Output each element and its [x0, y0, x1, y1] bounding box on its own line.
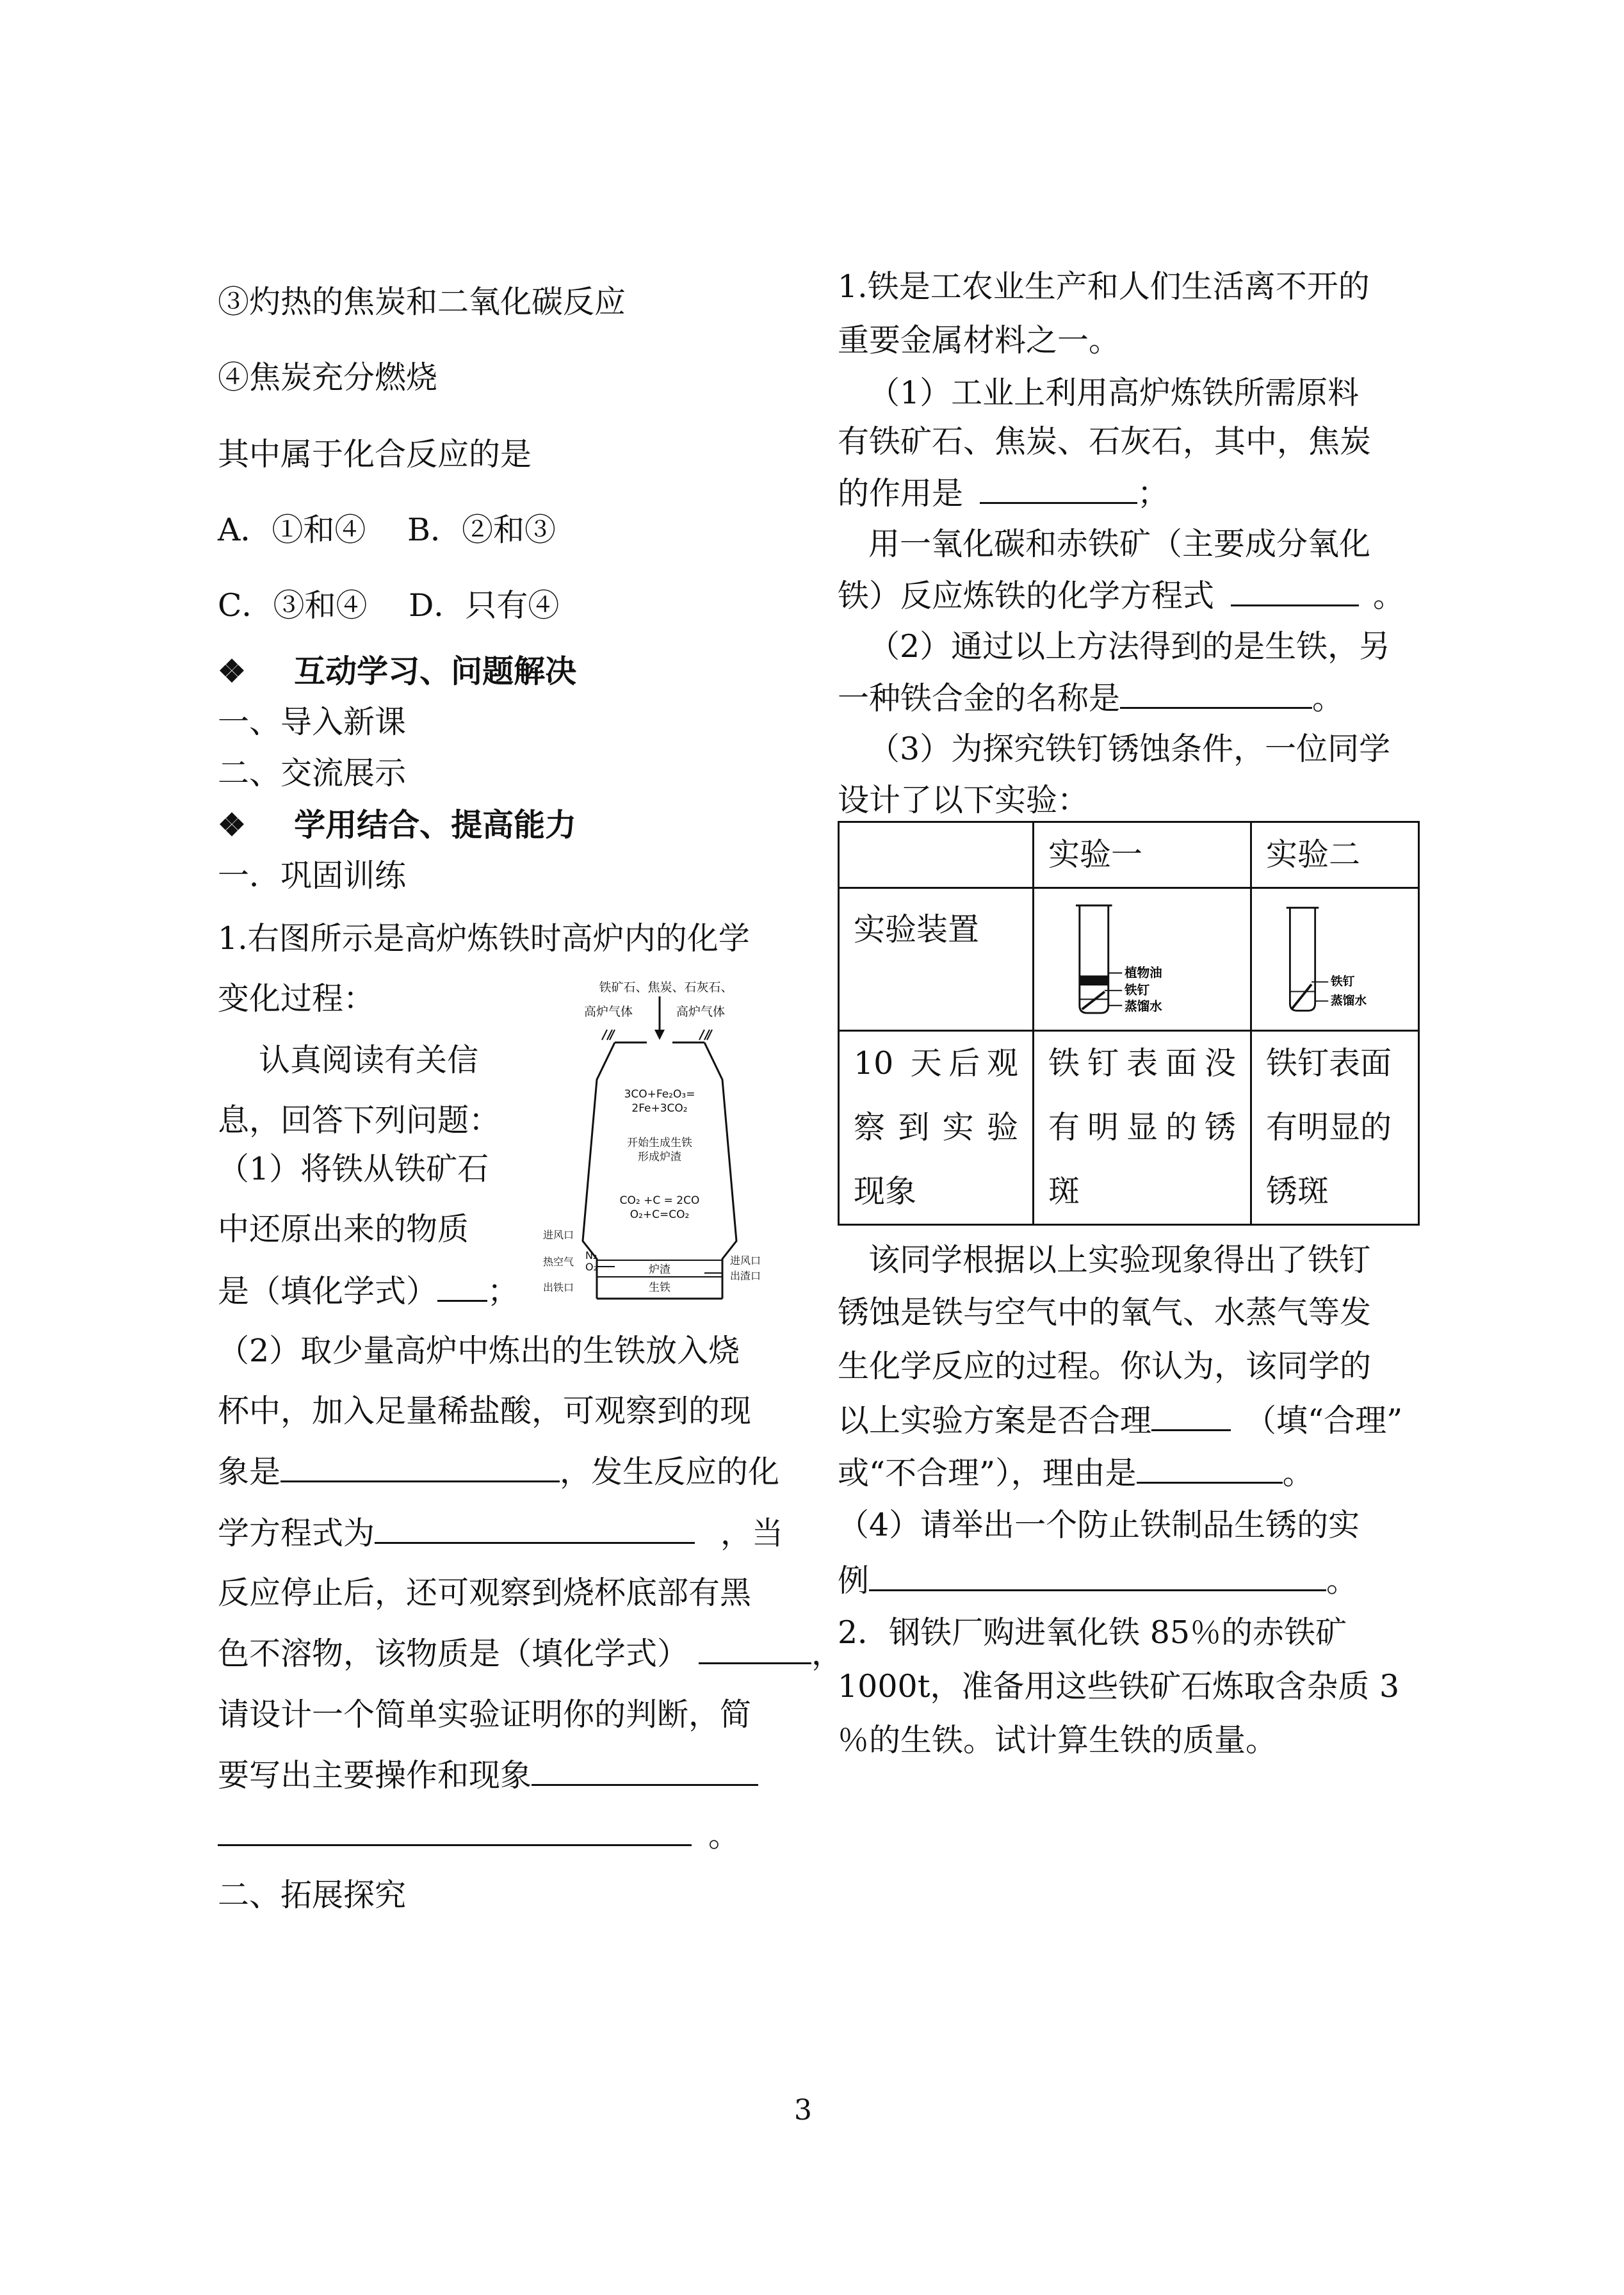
- answer-blank[interactable]: [280, 1452, 560, 1482]
- p4-prompt: 例: [838, 1562, 870, 1599]
- diagram-label: 高炉气体: [676, 1005, 726, 1019]
- diagram-equation: 3CO+Fe₂O₃=: [624, 1088, 695, 1101]
- conclusion-text: [838, 1454, 1314, 1493]
- q1-p2-text: [218, 1816, 740, 1855]
- diagram-label: 进风口: [730, 1254, 761, 1267]
- cell-line: 现象: [854, 1173, 917, 1210]
- p1-prompt: 铁）反应炼铁的化学方程式: [838, 578, 1215, 614]
- table-row: [839, 888, 1419, 1031]
- conclusion-text: 锈蚀是铁与空气中的氧气、水蒸气等发: [838, 1294, 1372, 1331]
- answer-blank[interactable]: [532, 1756, 758, 1786]
- table-cell: [1251, 1031, 1419, 1225]
- q1-text: 1.铁是工农业生产和人们生活离不开的: [838, 268, 1370, 305]
- conclusion-text: [838, 1401, 1402, 1440]
- cell-line: 铁钉表面: [1266, 1045, 1392, 1082]
- diagram-label: 出渣口: [730, 1270, 761, 1282]
- punct: ；: [1137, 475, 1169, 512]
- p1-text: 有铁矿石、焦炭、石灰石，其中，焦炭: [838, 423, 1372, 460]
- q1-p1-text: [218, 1272, 519, 1311]
- p2-text: [838, 679, 1344, 718]
- list-item: 二、交流展示: [218, 755, 407, 791]
- table-header: 实验二: [1251, 822, 1419, 888]
- tube-label: 铁钉: [1125, 982, 1150, 998]
- row-label: 实验装置: [854, 911, 980, 948]
- diagram-label: N₂: [585, 1249, 597, 1261]
- q1-p1-text: （1）将铁从铁矿石: [218, 1151, 489, 1187]
- table-cell: [1034, 888, 1251, 1031]
- diagram-label: 开始生成生铁: [627, 1137, 692, 1149]
- q1-text: 息，回答下列问题：: [218, 1102, 501, 1139]
- answer-blank[interactable]: [1231, 576, 1359, 606]
- q1-p2-prompt: 色不溶物，该物质是（填化学式）: [218, 1635, 689, 1672]
- q1-p2-text: 请设计一个简单实验证明你的判断，简: [218, 1696, 752, 1733]
- diamond-bullet-icon: ❖: [218, 806, 246, 843]
- diagram-label: 热空气: [543, 1256, 574, 1268]
- list-item: 一．巩固训练: [218, 857, 407, 894]
- diagram-label: 炉渣: [649, 1263, 670, 1276]
- diamond-bullet-icon: ❖: [218, 653, 246, 690]
- punct: 。: [708, 1817, 740, 1854]
- p1-text: 用一氧化碳和赤铁矿（主要成分氧化: [868, 526, 1371, 562]
- diagram-equation: CO₂ +C = 2CO: [619, 1194, 700, 1207]
- p1-text: [838, 576, 1404, 615]
- q1-text: 重要金属材料之一。: [838, 322, 1121, 359]
- punct: ；: [487, 1273, 519, 1310]
- q1-p2-prompt: 要写出主要操作和现象: [218, 1757, 532, 1794]
- q2-text: ％的生铁。试计算生铁的质量。: [838, 1722, 1278, 1758]
- cell-line: 锈斑: [1266, 1173, 1329, 1210]
- table-header: 实验一: [1034, 822, 1251, 888]
- table-row: [839, 1031, 1419, 1225]
- blast-furnace-diagram: [538, 978, 781, 1305]
- option-3: ③灼热的焦炭和二氧化碳反应: [218, 284, 626, 320]
- q2-text: 2．钢铁厂购进氧化铁 85％的赤铁矿: [838, 1614, 1347, 1651]
- experiment-table: [838, 821, 1420, 1226]
- table-row: [839, 822, 1419, 888]
- diagram-equation: O₂+C=CO₂: [629, 1208, 690, 1221]
- p4-text: [838, 1561, 1358, 1600]
- conclusion-prompt: 以上实验方案是否合理: [838, 1402, 1152, 1439]
- test-tube-oil-icon: [1048, 898, 1236, 1019]
- conclusion-cont: （填“合理”: [1245, 1402, 1403, 1439]
- answer-blank[interactable]: [437, 1272, 487, 1302]
- q1-p1-prompt: 是（填化学式）: [218, 1273, 438, 1310]
- section-heading-2: [218, 806, 576, 844]
- q1-p1-text: 中还原出来的物质: [218, 1211, 469, 1247]
- section-title: 互动学习、问题解决: [294, 653, 577, 690]
- table-cell: [1251, 888, 1419, 1031]
- q1-p2-text: 杯中，加入足量稀盐酸，可观察到的现: [218, 1393, 752, 1429]
- test-tube-water-icon: [1266, 898, 1404, 1019]
- list-item: 二、拓展探究: [218, 1877, 407, 1913]
- q1-p2-text: [218, 1452, 779, 1491]
- q2-text: 1000t，准备用这些铁矿石炼取含杂质 3: [838, 1668, 1400, 1705]
- diagram-label: O₂: [585, 1261, 598, 1273]
- diagram-label: 铁矿石、焦炭、石灰石、: [599, 980, 733, 994]
- conclusion-text: 该同学根据以上实验现象得出了铁钉: [868, 1242, 1371, 1278]
- conclusion-text: 生化学反应的过程。你认为，该同学的: [838, 1348, 1372, 1384]
- diagram-label: 高炉气体: [584, 1005, 633, 1019]
- tube-label: 植物油: [1125, 965, 1162, 980]
- diagram-label: 生铁: [649, 1281, 670, 1294]
- p1-text: [838, 474, 1169, 513]
- answer-blank[interactable]: [1151, 1401, 1231, 1431]
- q1-p2-text: （2）取少量高炉中炼出的生铁放入烧: [218, 1333, 740, 1369]
- q1-p2-cont: ，发生反应的化: [560, 1454, 780, 1490]
- q1-text: 1.右图所示是高炉炼铁时高炉内的化学: [218, 920, 750, 957]
- section-heading-1: [218, 652, 576, 690]
- q1-p2-cont: ，当: [720, 1515, 784, 1552]
- cell-line: 斑: [1048, 1173, 1080, 1210]
- q1-p2-prompt: 学方程式为: [218, 1515, 375, 1552]
- p3-text: 设计了以下实验：: [838, 782, 1089, 818]
- table-cell: [839, 822, 1034, 888]
- answer-blank[interactable]: [375, 1514, 695, 1544]
- cell-line: 有明显的锈: [1048, 1109, 1236, 1146]
- page-number: 3: [794, 2094, 812, 2127]
- punct: 。: [1373, 578, 1405, 614]
- answer-blank[interactable]: [1137, 1454, 1283, 1484]
- option-4: ④焦炭充分燃烧: [218, 359, 438, 396]
- diagram-equation: 2Fe+3CO₂: [631, 1102, 688, 1115]
- diagram-label: 形成炉渣: [638, 1151, 681, 1164]
- tube-label: 蒸馏水: [1125, 999, 1162, 1014]
- punct: 。: [1312, 680, 1344, 717]
- p3-text: （3）为探究铁钉锈蚀条件，一位同学: [868, 731, 1391, 767]
- section-title: 学用结合、提高能力: [294, 806, 577, 843]
- answer-blank[interactable]: [218, 1816, 692, 1846]
- punct: 。: [1282, 1455, 1314, 1491]
- answer-blank[interactable]: [699, 1634, 811, 1664]
- q1-p2-text: [218, 1756, 758, 1795]
- list-item: 一、导入新课: [218, 704, 407, 740]
- table-row-header: [839, 1031, 1034, 1225]
- answer-blank[interactable]: [869, 1561, 1326, 1591]
- answer-blank[interactable]: [980, 474, 1137, 504]
- answer-blank[interactable]: [1120, 679, 1312, 709]
- p4-text: （4）请举出一个防止铁制品生锈的实: [838, 1507, 1360, 1543]
- q1-p2-prompt: 象是: [218, 1454, 281, 1490]
- q1-text: 变化过程：: [218, 980, 375, 1017]
- diagram-label: 出铁口: [543, 1281, 574, 1293]
- tube-label: 蒸馏水: [1330, 994, 1367, 1008]
- cell-line: 察到实验: [854, 1109, 1018, 1146]
- diagram-label: 进风口: [543, 1229, 574, 1241]
- p2-text: （2）通过以上方法得到的是生铁，另: [868, 628, 1391, 665]
- table-cell: [1034, 1031, 1251, 1225]
- p1-prompt: 的作用是: [838, 475, 964, 512]
- conclusion-prompt: 或“不合理”），理由是: [838, 1455, 1137, 1491]
- q1-text: 认真阅读有关信: [259, 1042, 479, 1078]
- cell-line: 铁钉表面没: [1048, 1045, 1236, 1082]
- cell-line: 有明显的: [1266, 1109, 1392, 1146]
- p1-text: （1）工业上利用高炉炼铁所需原料: [868, 375, 1360, 411]
- table-row-header: [839, 888, 1034, 1031]
- question-text: 其中属于化合反应的是: [218, 436, 532, 473]
- tube-label: 铁钉: [1330, 975, 1355, 989]
- q1-p2-text: [218, 1634, 843, 1673]
- punct: ，: [811, 1635, 843, 1672]
- q1-p2-text: [218, 1514, 783, 1553]
- cell-line: 10 天后观: [854, 1045, 1018, 1082]
- punct: 。: [1326, 1562, 1358, 1599]
- q1-p2-text: 反应停止后，还可观察到烧杯底部有黑: [218, 1575, 752, 1611]
- choices-ab: A．①和④ B．②和③: [218, 512, 556, 548]
- choices-cd: C．③和④ D．只有④: [218, 587, 560, 624]
- p2-prompt: 一种铁合金的名称是: [838, 680, 1121, 717]
